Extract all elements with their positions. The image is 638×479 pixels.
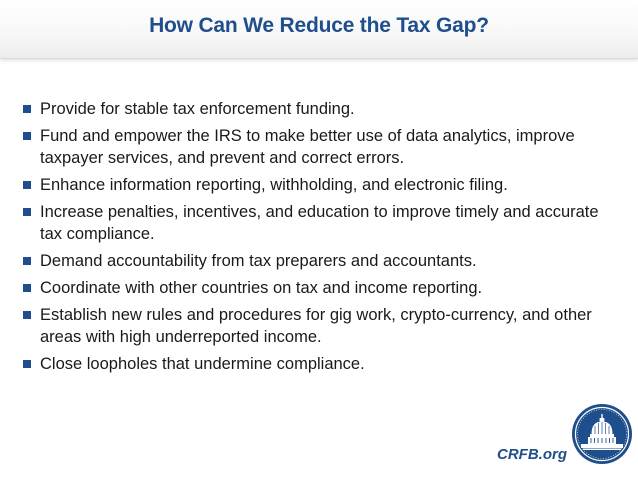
title-bar: [0, 0, 638, 59]
bullet-item-1: [22, 98, 622, 120]
slide-title: How Can We Reduce the Tax Gap?: [149, 14, 489, 37]
bullet-item-3: [22, 174, 622, 196]
square-bullet-icon: [23, 181, 31, 189]
square-bullet-icon: [23, 360, 31, 368]
square-bullet-icon: [23, 311, 31, 319]
square-bullet-icon: [23, 132, 31, 140]
crfb-link[interactable]: CRFB.org: [497, 446, 567, 463]
capitol-dome-seal-icon: [571, 403, 633, 465]
square-bullet-icon: [23, 284, 31, 292]
square-bullet-icon: [23, 257, 31, 265]
bullet-item-4: [22, 201, 622, 245]
square-bullet-icon: [23, 105, 31, 113]
bullet-item-7: [22, 304, 622, 348]
bullet-item-2: [22, 125, 622, 169]
bullet-item-8: [22, 353, 622, 375]
bullet-text: Enhance information reporting, withholding, and electronic filing.: [40, 176, 508, 194]
bullet-text: Establish new rules and procedures for gig work, crypto-currency, and other areas with high underreported income.: [40, 306, 592, 346]
bullet-text: Increase penalties, incentives, and education to improve timely and accurate tax compliance.: [40, 203, 599, 243]
bullet-text: Fund and empower the IRS to make better use of data analytics, improve taxpayer services, and prevent and correct errors.: [40, 127, 575, 167]
bullet-item-5: [22, 250, 622, 272]
bullet-text: Close loopholes that undermine compliance.: [40, 355, 365, 373]
bullet-text: Coordinate with other countries on tax and income reporting.: [40, 279, 483, 297]
bullet-list: [22, 98, 622, 380]
bullet-text: Provide for stable tax enforcement funding.: [40, 100, 355, 118]
bullet-item-6: [22, 277, 622, 299]
square-bullet-icon: [23, 208, 31, 216]
bullet-text: Demand accountability from tax preparers and accountants.: [40, 252, 477, 270]
